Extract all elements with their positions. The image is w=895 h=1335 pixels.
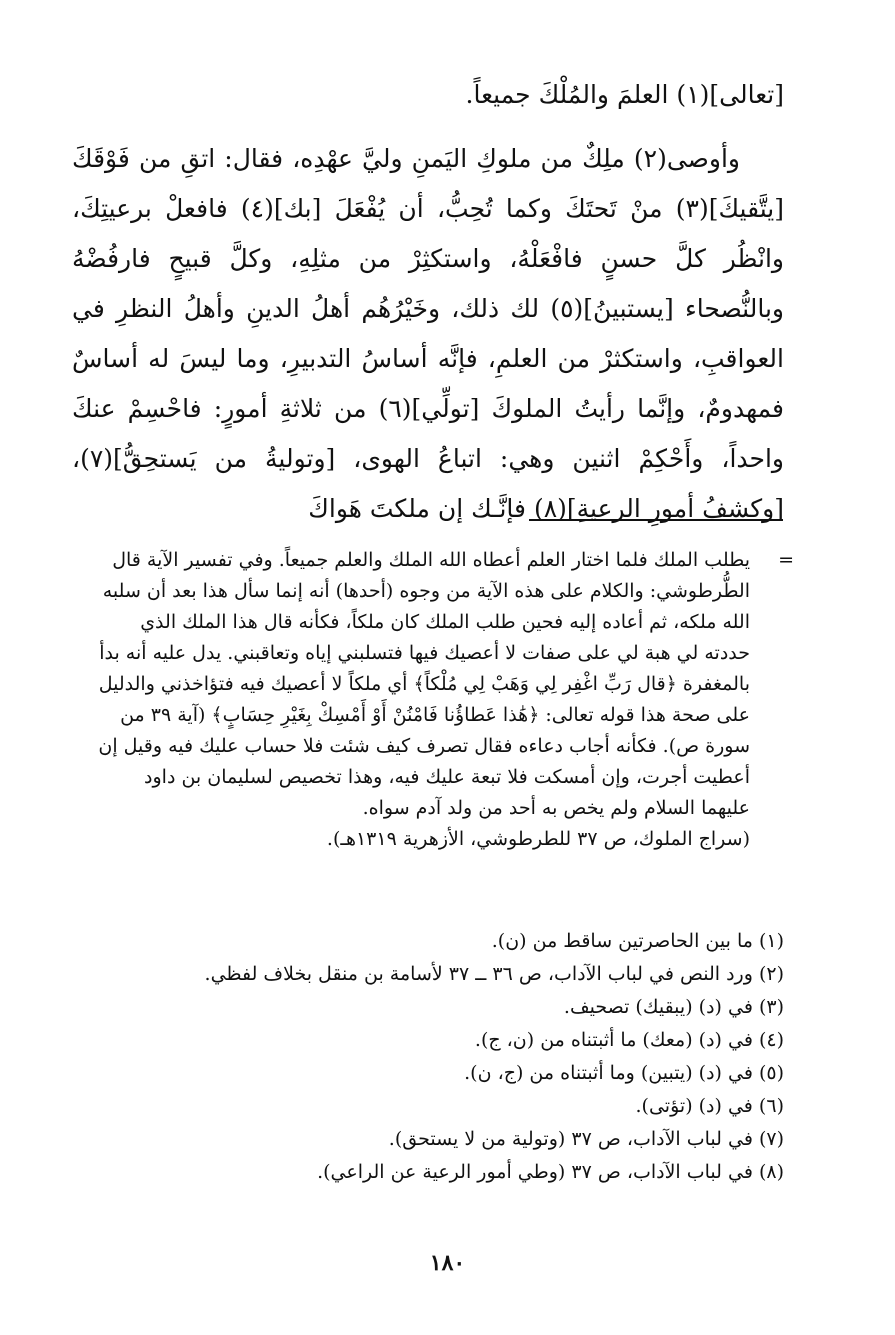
note-line: أعطيت أجرت، وإن أمسكت فلا تبعة عليك فيه، وهذا تخصيص لسليمان بن داود	[144, 766, 750, 788]
note-line: يطلب الملك فلما اختار العلم أعطاه الله الملك والعلم جميعاً. وفي تفسير الآية قال	[112, 549, 750, 571]
footnote-8: (٨) في لباب الآداب، ص ٣٧ (وطي أمور الرعية عن الراعي).	[317, 1161, 784, 1183]
footnote-1: (١) ما بين الحاصرتين ساقط من (ن).	[491, 930, 784, 952]
note-line: بالمغفرة ﴿قال رَبِّ اغْفِر لِي وَهَبْ لِي مُلْكاً﴾ أي ملكاً لا أعصيك فيه فتؤاخذني والدليل	[98, 673, 750, 695]
main-paragraph: وأوصى(٢) ملِكٌ من ملوكِ اليَمنِ وليَّ عهْدِه، فقال: اتقِ من فَوْقَكَ [يتَّقيكَ](٣) منْ تَحتَكَ وكما تُحِبُّ، أن يُفْعَلَ [بك](٤) فافعلْ برعيتِكَ، وانْظُر كلَّ حسنٍ فافْعَلْهُ، واستكثِرْ من مثلِهِ، وكلَّ قبيحٍ فارفُضْهُ وبالنُّصحاء [يستبينُ](٥) لك ذلك، وخَيْرُهُم أهلُ الدينِ وأهلُ النظرِ في العواقبِ، واستكثرْ من العلمِ، فإنَّه أساسُ التدبيرِ، وما ليسَ له أساسٌ فمهدومٌ، وإنَّما رأيتُ الملوكَ [تولِّي](٦) من ثلاثةِ أمورٍ: فاحْسِمْ عنكَ واحداً، وأَحْكِمْ اثنين وهي: اتباعُ الهوى، [وتوليةُ من يَستحِقُّ](٧)، [وكشفُ أمورِ الرعيةِ](٨) فإنَّـك إن ملكتَ هَواكَ	[72, 144, 784, 523]
note-source-citation: (سراج الملوك، ص ٣٧ للطرطوشي، الأزهرية ١٣١٩هـ).	[326, 828, 750, 850]
main-text	[72, 70, 784, 534]
note-line: الطُّرطوشي: والكلام على هذه الآية من وجوه (أحدها) أنه إنما سأل هذا بعد أن سلبه	[102, 580, 750, 602]
footnote-7: (٧) في لباب الآداب، ص ٣٧ (وتولية من لا يستحق).	[388, 1128, 784, 1150]
note-line: على صحة هذا قوله تعالى: ﴿هَٰذا عَطاؤُنا فَامْنُنْ أَوْ أَمْسِكْ بِغَيْرِ حِسَابٍ﴾ (آية ٣٩ من	[120, 704, 750, 726]
note-line: حددته لي هبة لي على صفات لا أعصيك فيها فتسلبني إياه وتعاقبني. يدل عليه أنه بدأ	[99, 642, 750, 664]
footnote-4: (٤) في (د) (معك) ما أثبتناه من (ن، ج).	[474, 1029, 784, 1051]
main-first-line: [تعالى](١) العلمَ والمُلْكَ جميعاً.	[465, 80, 784, 109]
page-number: ١٨٠	[429, 1250, 466, 1276]
footnote-2: (٢) ورد النص في لباب الآداب، ص ٣٦ ــ ٣٧ لأسامة بن منقل بخلاف لفظي.	[204, 963, 784, 985]
footnote-3: (٣) في (د) (يبقيك) تصحيف.	[563, 996, 784, 1018]
note-line: عليهما السلام ولم يخص به أحد من ولد آدم سواه.	[362, 797, 750, 819]
footnotes	[72, 925, 784, 1189]
note-line: الله ملكه، ثم أعاده إليه فحين طلب الملك كان ملكاً، فكأنه قال هذا الملك الذي	[140, 611, 750, 633]
continuation-marker: =	[778, 549, 794, 571]
note-line: سورة ص). فكأنه أجاب دعاءه فقال تصرف كيف شئت فلا حساب عليك فيه وقيل إن	[98, 735, 750, 757]
footnote-6: (٦) في (د) (تؤتى).	[635, 1095, 784, 1117]
continued-footnote	[72, 545, 794, 855]
footnote-5: (٥) في (د) (يتبين) وما أثبتناه من (ج، ن).	[464, 1062, 784, 1084]
footnote-divider	[529, 519, 783, 521]
